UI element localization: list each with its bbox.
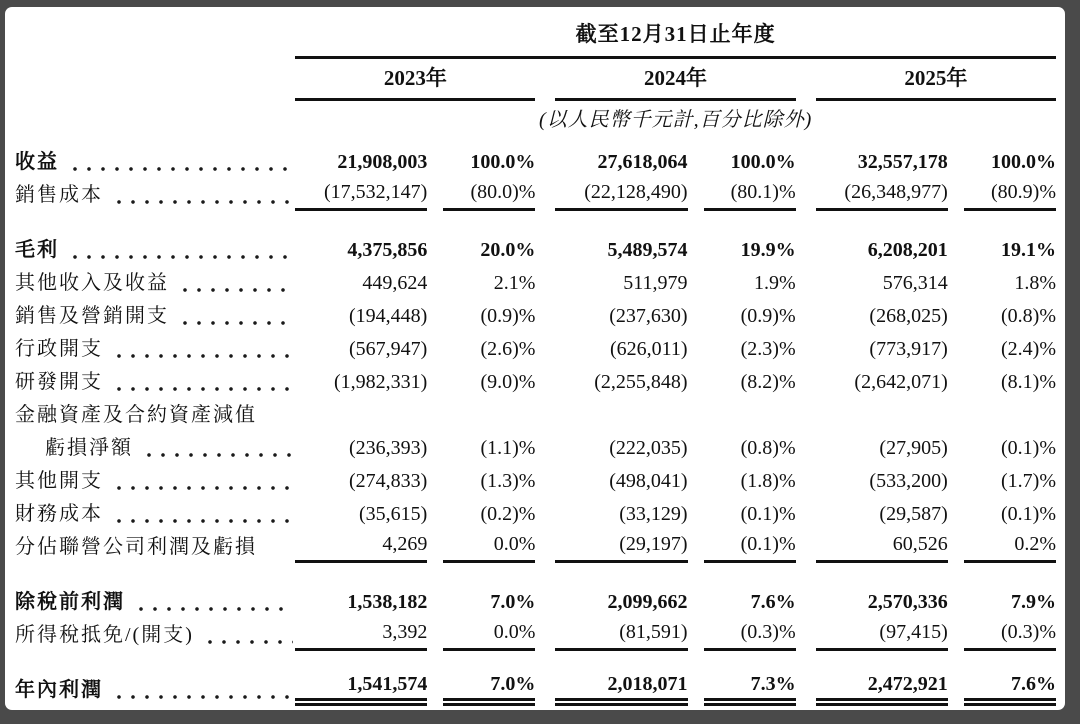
- column-gap: [796, 59, 816, 101]
- column-gap: [796, 266, 816, 299]
- percent-cell: 1.8%: [1014, 272, 1056, 294]
- value-cell: 60,526: [816, 530, 948, 563]
- row-label-cell: [15, 145, 295, 178]
- unit-note-row: [15, 101, 1056, 145]
- row-label: 研發開支: [15, 371, 103, 393]
- row-label: 財務成本: [15, 503, 103, 525]
- row-label-wrap: [15, 592, 295, 613]
- value-cell: (22,128,490): [555, 178, 687, 211]
- column-gap: [796, 673, 816, 706]
- column-gap: [535, 59, 555, 101]
- column-spacer: [688, 497, 704, 530]
- value-cell: (29,197): [555, 530, 687, 563]
- row-label-cell: [15, 178, 295, 211]
- column-gap: [535, 530, 555, 563]
- column-spacer: [688, 145, 704, 178]
- percent-cell: 7.9%: [1011, 591, 1056, 613]
- percent-cell: (2.4)%: [1001, 338, 1056, 360]
- table-row: [15, 618, 1056, 651]
- column-spacer: [688, 398, 704, 431]
- column-spacer: [688, 673, 704, 706]
- percent-cell: 7.0%: [443, 673, 535, 706]
- empty-header-cell: [15, 101, 295, 145]
- percent-cell: (80.9)%: [964, 178, 1056, 211]
- column-gap: [535, 398, 555, 431]
- row-label-cell: [15, 618, 295, 651]
- percent-cell: 7.6%: [964, 673, 1056, 706]
- column-spacer: [688, 530, 704, 563]
- value-cell: (2,642,071): [854, 371, 948, 393]
- value-cell: (773,917): [869, 338, 948, 360]
- row-label: 金融資產及合約資產減值: [15, 404, 257, 426]
- column-spacer: [688, 365, 704, 398]
- column-spacer: [688, 299, 704, 332]
- column-spacer: [688, 464, 704, 497]
- value-cell: 3,392: [295, 618, 427, 651]
- percent-cell: (0.1)%: [1001, 503, 1056, 525]
- column-gap: [535, 233, 555, 266]
- column-spacer: [948, 398, 964, 431]
- year-header-row: [15, 59, 1056, 101]
- row-label-cell: [15, 673, 295, 706]
- row-label-wrap: [15, 504, 295, 525]
- year-2025-header: 2025年: [816, 59, 1056, 101]
- column-spacer: [948, 530, 964, 563]
- percent-cell: 2.1%: [493, 272, 536, 294]
- percent-cell: 0.2%: [964, 530, 1056, 563]
- empty-header-cell: [15, 13, 295, 59]
- row-label-cell: [15, 266, 295, 299]
- table-row: [15, 398, 1056, 431]
- table-body: [15, 145, 1056, 706]
- column-gap: [535, 178, 555, 211]
- column-spacer: [427, 673, 443, 706]
- percent-cell: (8.1)%: [1001, 371, 1056, 393]
- value-cell: 2,472,921: [816, 673, 948, 706]
- row-label-wrap: [15, 625, 295, 646]
- column-spacer: [427, 145, 443, 178]
- column-spacer: [427, 497, 443, 530]
- column-gap: [535, 464, 555, 497]
- percent-cell: 20.0%: [480, 239, 536, 261]
- column-gap: [535, 299, 555, 332]
- table-row: [15, 431, 1056, 464]
- row-label: 收益: [15, 151, 59, 173]
- value-cell: 5,489,574: [607, 239, 688, 261]
- spacer-row: [15, 651, 1056, 673]
- percent-cell: 19.9%: [740, 239, 796, 261]
- row-label-cell: [15, 497, 295, 530]
- column-spacer: [688, 266, 704, 299]
- percent-cell: 0.0%: [443, 530, 535, 563]
- table-row: [15, 332, 1056, 365]
- percent-cell: (0.1)%: [704, 530, 796, 563]
- row-label: 毛利: [15, 239, 59, 261]
- table-row: [15, 497, 1056, 530]
- percent-cell: 100.0%: [470, 151, 536, 173]
- spacer-row: [15, 563, 1056, 585]
- column-gap: [535, 145, 555, 178]
- value-cell: (2,255,848): [594, 371, 688, 393]
- row-label-wrap: [15, 372, 295, 393]
- percent-cell: (0.9)%: [480, 305, 536, 327]
- percent-cell: (0.8)%: [740, 437, 796, 459]
- dot-leader: [68, 167, 293, 171]
- row-label-wrap: [15, 537, 295, 558]
- spacer-cell: [15, 563, 1056, 585]
- table-row: [15, 178, 1056, 211]
- percent-cell: (0.1)%: [1001, 437, 1056, 459]
- value-cell: (1,982,331): [334, 371, 428, 393]
- percent-cell: (0.2)%: [480, 503, 536, 525]
- column-gap: [535, 618, 555, 651]
- value-cell: 27,618,064: [597, 151, 688, 173]
- value-cell: (274,833): [349, 470, 428, 492]
- dot-leader: [112, 519, 293, 523]
- value-cell: 21,908,003: [337, 151, 428, 173]
- period-title-row: [15, 13, 1056, 59]
- column-gap: [796, 233, 816, 266]
- column-spacer: [427, 178, 443, 211]
- value-cell: (533,200): [869, 470, 948, 492]
- percent-cell: 7.6%: [750, 591, 796, 613]
- row-label-cell: [15, 530, 295, 563]
- empty-header-cell: [15, 59, 295, 101]
- percent-cell: (1.8)%: [740, 470, 796, 492]
- row-label-wrap: [15, 273, 295, 294]
- row-label-cell: [15, 332, 295, 365]
- value-cell: (29,587): [879, 503, 948, 525]
- period-title: 截至12月31日止年度: [295, 13, 1056, 59]
- row-label: 銷售及營銷開支: [15, 305, 169, 327]
- dot-leader: [68, 255, 293, 259]
- value-cell: (27,905): [879, 437, 948, 459]
- percent-cell: 100.0%: [730, 151, 796, 173]
- row-label-wrap: [15, 471, 295, 492]
- column-gap: [796, 497, 816, 530]
- table-row: [15, 530, 1056, 563]
- column-gap: [535, 431, 555, 464]
- column-gap: [796, 398, 816, 431]
- value-cell: (268,025): [869, 305, 948, 327]
- dot-leader: [203, 640, 293, 644]
- percent-cell: [443, 398, 535, 431]
- percent-cell: (0.8)%: [1001, 305, 1056, 327]
- value-cell: (81,591): [555, 618, 687, 651]
- percent-cell: 1.9%: [753, 272, 796, 294]
- percent-cell: (1.1)%: [480, 437, 536, 459]
- spacer-row: [15, 211, 1056, 233]
- dot-leader: [142, 453, 293, 457]
- column-gap: [796, 464, 816, 497]
- row-label: 其他收入及收益: [15, 272, 169, 294]
- column-gap: [535, 585, 555, 618]
- column-gap: [796, 530, 816, 563]
- column-spacer: [427, 299, 443, 332]
- percent-cell: 7.3%: [704, 673, 796, 706]
- value-cell: [555, 398, 687, 431]
- column-spacer: [427, 398, 443, 431]
- value-cell: 2,570,336: [867, 591, 948, 613]
- row-label: 分佔聯營公司利潤及虧損: [15, 536, 257, 558]
- column-spacer: [948, 673, 964, 706]
- column-gap: [535, 365, 555, 398]
- column-spacer: [427, 585, 443, 618]
- table-row: [15, 365, 1056, 398]
- column-spacer: [427, 365, 443, 398]
- column-spacer: [948, 497, 964, 530]
- value-cell: (498,041): [609, 470, 688, 492]
- column-spacer: [948, 178, 964, 211]
- value-cell: 511,979: [623, 272, 688, 294]
- table-row: [15, 464, 1056, 497]
- value-cell: (26,348,977): [816, 178, 948, 211]
- table-row: [15, 673, 1056, 706]
- unit-note: (以人民幣千元計,百分比除外): [538, 109, 813, 131]
- column-gap: [796, 178, 816, 211]
- value-cell: 576,314: [882, 272, 948, 294]
- percent-cell: (0.3)%: [964, 618, 1056, 651]
- value-cell: (194,448): [349, 305, 428, 327]
- row-label: 虧損淨額: [45, 437, 133, 459]
- row-label-wrap: [15, 438, 295, 459]
- value-cell: (33,129): [619, 503, 688, 525]
- row-label: 所得稅抵免/(開支): [15, 624, 194, 646]
- value-cell: 4,375,856: [347, 239, 428, 261]
- row-label-cell: [15, 365, 295, 398]
- year-2023-header: 2023年: [295, 59, 535, 101]
- percent-cell: 7.0%: [490, 591, 536, 613]
- row-label-wrap: [15, 240, 295, 261]
- table-row: [15, 585, 1056, 618]
- percent-cell: 100.0%: [991, 151, 1056, 173]
- row-label-cell: [15, 299, 295, 332]
- dot-leader: [112, 200, 293, 204]
- percent-cell: (80.1)%: [704, 178, 796, 211]
- column-spacer: [427, 233, 443, 266]
- column-spacer: [427, 431, 443, 464]
- column-spacer: [427, 618, 443, 651]
- value-cell: [295, 398, 427, 431]
- column-spacer: [427, 266, 443, 299]
- row-label-cell: [15, 233, 295, 266]
- row-label: 除稅前利潤: [15, 591, 125, 613]
- value-cell: 449,624: [362, 272, 428, 294]
- percent-cell: [704, 398, 796, 431]
- column-spacer: [688, 431, 704, 464]
- row-label-cell: [15, 464, 295, 497]
- row-label-cell: [15, 431, 295, 464]
- value-cell: (567,947): [349, 338, 428, 360]
- value-cell: (236,393): [349, 437, 428, 459]
- column-spacer: [688, 332, 704, 365]
- percent-cell: (8.2)%: [740, 371, 796, 393]
- value-cell: (222,035): [609, 437, 688, 459]
- percent-cell: (9.0)%: [480, 371, 536, 393]
- row-label-wrap: [15, 152, 295, 173]
- column-spacer: [948, 365, 964, 398]
- column-gap: [535, 673, 555, 706]
- percent-cell: (2.3)%: [740, 338, 796, 360]
- column-spacer: [688, 233, 704, 266]
- value-cell: [816, 398, 948, 431]
- dot-leader: [112, 695, 293, 699]
- column-spacer: [948, 233, 964, 266]
- percent-cell: (80.0)%: [443, 178, 535, 211]
- paper-sheet: [5, 7, 1065, 710]
- row-label-cell: [15, 585, 295, 618]
- column-spacer: [427, 332, 443, 365]
- row-label: 其他開支: [15, 470, 103, 492]
- row-label-wrap: [15, 680, 295, 701]
- column-spacer: [948, 431, 964, 464]
- value-cell: (237,630): [609, 305, 688, 327]
- value-cell: (35,615): [359, 503, 428, 525]
- column-gap: [796, 332, 816, 365]
- percent-cell: [964, 398, 1056, 431]
- value-cell: 4,269: [295, 530, 427, 563]
- value-cell: 32,557,178: [857, 151, 948, 173]
- percent-cell: 19.1%: [1001, 239, 1056, 261]
- column-spacer: [948, 145, 964, 178]
- row-label-wrap: [15, 339, 295, 360]
- column-gap: [796, 618, 816, 651]
- percent-cell: (0.1)%: [740, 503, 796, 525]
- value-cell: 6,208,201: [867, 239, 948, 261]
- column-spacer: [688, 618, 704, 651]
- year-2024-header: 2024年: [555, 59, 795, 101]
- value-cell: 2,018,071: [555, 673, 687, 706]
- table-row: [15, 145, 1056, 178]
- value-cell: (97,415): [816, 618, 948, 651]
- table-row: [15, 233, 1056, 266]
- dot-leader: [112, 486, 293, 490]
- column-gap: [796, 585, 816, 618]
- column-gap: [796, 299, 816, 332]
- percent-cell: (0.9)%: [740, 305, 796, 327]
- row-label-wrap: [15, 306, 295, 327]
- table-row: [15, 266, 1056, 299]
- spacer-cell: [15, 211, 1056, 233]
- column-gap: [796, 145, 816, 178]
- value-cell: 1,538,182: [347, 591, 428, 613]
- column-spacer: [427, 530, 443, 563]
- dot-leader: [178, 321, 293, 325]
- column-spacer: [688, 178, 704, 211]
- column-spacer: [948, 332, 964, 365]
- column-gap: [796, 431, 816, 464]
- value-cell: 2,099,662: [607, 591, 688, 613]
- column-spacer: [427, 464, 443, 497]
- percent-cell: (1.7)%: [1001, 470, 1056, 492]
- percent-cell: (0.3)%: [704, 618, 796, 651]
- column-gap: [796, 365, 816, 398]
- column-spacer: [948, 585, 964, 618]
- row-label: 行政開支: [15, 338, 103, 360]
- row-label: 年內利潤: [15, 679, 103, 701]
- column-gap: [535, 497, 555, 530]
- table-row: [15, 299, 1056, 332]
- row-label-cell: [15, 398, 295, 431]
- percent-cell: (2.6)%: [480, 338, 536, 360]
- row-label-wrap: [15, 405, 295, 426]
- row-label-wrap: [15, 185, 295, 206]
- column-spacer: [688, 585, 704, 618]
- dot-leader: [112, 354, 293, 358]
- percent-cell: 0.0%: [443, 618, 535, 651]
- row-label: 銷售成本: [15, 184, 103, 206]
- dot-leader: [112, 387, 293, 391]
- column-spacer: [948, 618, 964, 651]
- dot-leader: [178, 288, 293, 292]
- value-cell: (626,011): [609, 338, 688, 360]
- column-gap: [535, 266, 555, 299]
- value-cell: 1,541,574: [295, 673, 427, 706]
- column-spacer: [948, 299, 964, 332]
- column-gap: [535, 332, 555, 365]
- column-spacer: [948, 266, 964, 299]
- spacer-cell: [15, 651, 1056, 673]
- percent-cell: (1.3)%: [480, 470, 536, 492]
- income-statement-table: [15, 13, 1056, 706]
- value-cell: (17,532,147): [295, 178, 427, 211]
- dot-leader: [134, 607, 293, 611]
- column-spacer: [948, 464, 964, 497]
